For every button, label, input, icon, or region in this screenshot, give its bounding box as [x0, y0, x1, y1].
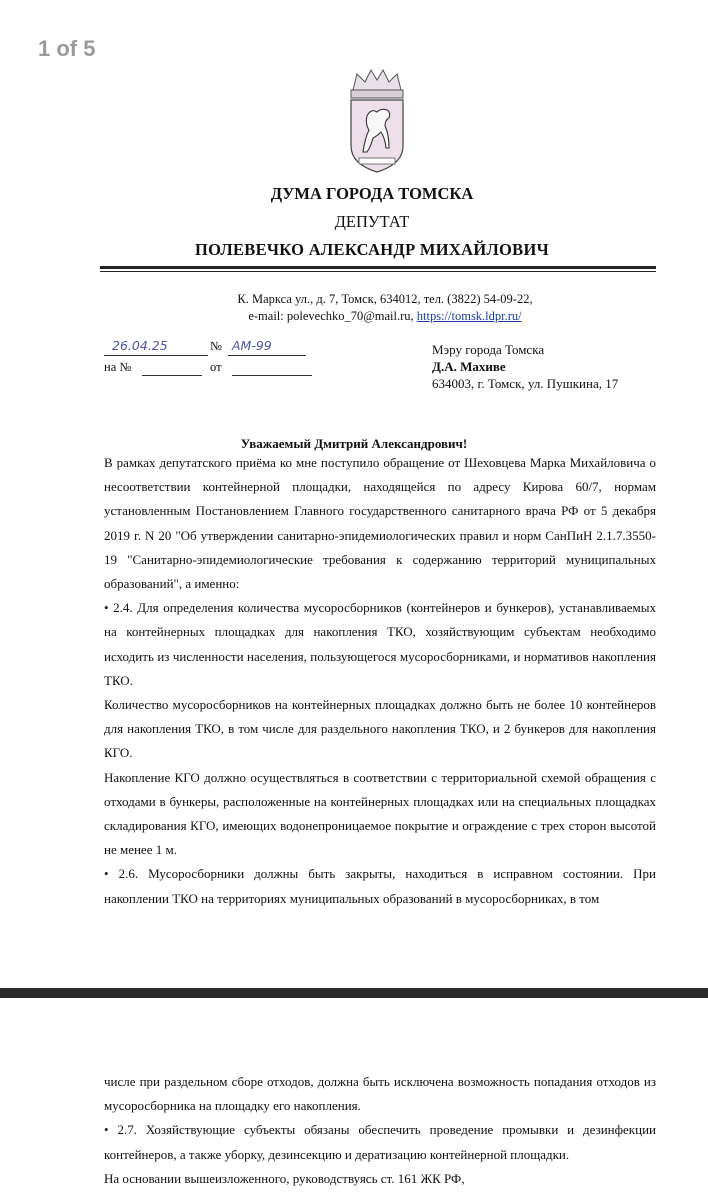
handwritten-number: АМ-99 [232, 338, 272, 353]
paragraph: Количество мусоросборников на контейнерных площадках должно быть не более 10 контейнеров для накопления ТКО, в том числе для раздельного накопления ТКО, и 2 бункеров для накопления КГО. [104, 697, 656, 761]
header-divider-thin [100, 271, 656, 272]
reference-label: на № [104, 360, 132, 374]
greeting: Уважаемый Дмитрий Александрович! [240, 436, 468, 451]
number-sign: № [210, 339, 222, 353]
email-text: e-mail: polevechko_70@mail.ru, [248, 309, 417, 323]
document-page-2 [0, 998, 708, 1200]
handwritten-date: 26.04.25 [112, 338, 168, 353]
role-title: ДЕПУТАТ [334, 212, 410, 231]
date-underline [104, 355, 208, 356]
page-counter: 1 of 5 [38, 36, 96, 61]
website-link[interactable]: https://tomsk.ldpr.ru/ [416, 309, 522, 323]
recipient-address: 634003, г. Томск, ул. Пушкина, 17 [432, 376, 619, 391]
recipient-title: Мэру города Томска [432, 342, 545, 357]
address-line: К. Маркса ул., д. 7, Томск, 634012, тел. (3822) 54-09-22, [237, 292, 533, 306]
paragraph: В рамках депутатского приёма ко мне поступило обращение от Шеховцева Марка Михайловича о несоответствии контейнерной площадки, находящейся по адресу Кирова 60/7, нормам установленным Постановлением Главного государственного санитарного врача РФ от 5 декабря 2019 г. N 20 "Об утверждении санитарно-эпидемиологических правил и норм СанПиН 2.1.7.3550-19 "Санитарно-эпидемиологические требования к содержанию территорий муниципальных образований", а именно: [104, 455, 656, 592]
paragraph: Накопление КГО должно осуществляться в соответствии с территориальной схемой обращения с отходами в бункеры, расположенные на контейнерных площадках или на специальных площадках складирования КГО, имеющих водонепроницаемое покрытие и ограждение с трех сторон высотой не менее 1 м. [104, 769, 656, 858]
org-title: ДУМА ГОРОДА ТОМСКА [270, 184, 474, 203]
number-underline [228, 355, 306, 356]
header-divider-thick [100, 266, 656, 269]
contact-line [185, 308, 585, 325]
reference-date-line [232, 375, 312, 376]
paragraph: На основании вышеизложенного, руководствуясь ст. 161 ЖК РФ, [104, 1170, 465, 1186]
tomsk-coat-of-arms-icon [343, 68, 411, 180]
paragraph: • 2.4. Для определения количества мусоросборников (контейнеров и бункеров), устанавливаемых на контейнерных площадках для накопления ТКО, хозяйствующим субъектам необходимо исходить из численности населения, пользующегося мусоросборниками, и нормативов накопления ТКО. [104, 600, 656, 688]
paragraph: числе при раздельном сборе отходов, должна быть исключена возможность попадания отходов из мусоросборника на площадку его накопления. [104, 1074, 656, 1114]
paragraph: • 2.7. Хозяйствующие субъекты обязаны обеспечить проведение промывки и дезинфекции контейнеров, а также уборку, дезинсекцию и дератизацию контейнерной площадки. [104, 1122, 656, 1162]
letter-body-page-1 [104, 451, 656, 911]
recipient-name: Д.А. Махиве [432, 359, 506, 374]
deputy-name: ПОЛЕВЕЧКО АЛЕКСАНДР МИХАЙЛОВИЧ [194, 240, 550, 259]
letter-body-page-2 [104, 1070, 656, 1191]
reference-number-line [142, 375, 202, 376]
reference-from-label: от [210, 360, 222, 374]
paragraph: • 2.6. Мусоросборники должны быть закрыты, находиться в исправном состоянии. При накоплении ТКО на территориях муниципальных образований в мусоросборниках, в том [104, 866, 656, 906]
